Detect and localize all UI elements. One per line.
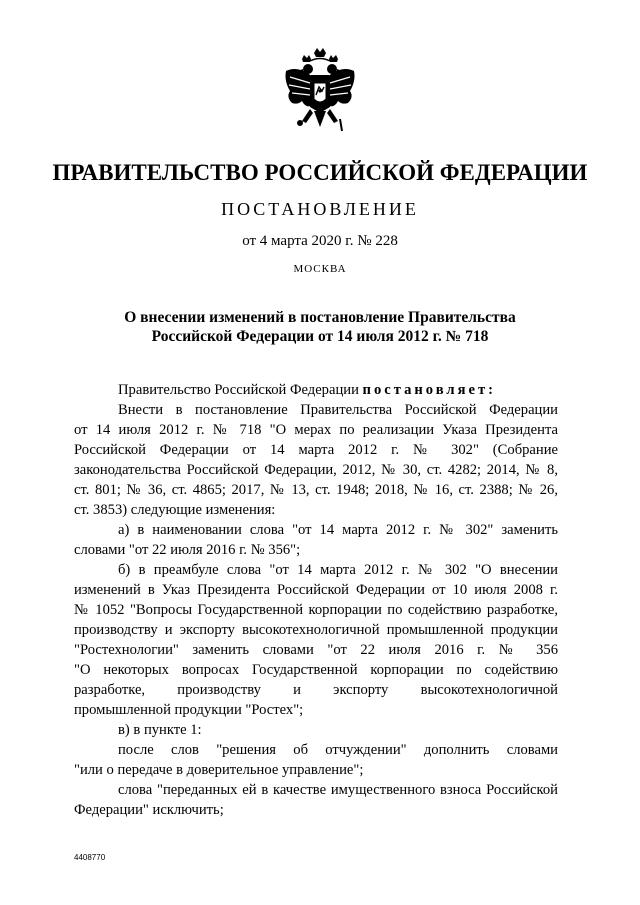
- body-line: разработке, производству и экспорту высокотехнологичной: [74, 682, 558, 698]
- body-line: производству и экспорту высокотехнологичной промышленной продукции: [74, 622, 558, 638]
- date-number-line: от 4 марта 2020 г. № 228: [242, 233, 398, 249]
- body-line: ст. 3853) следующие изменения:: [74, 502, 276, 518]
- body-line: законодательства Российской Федерации, 2012, № 30, ст. 4282; 2014, № 8,: [74, 462, 558, 478]
- body-line: "или о передаче в доверительное управление";: [74, 762, 364, 778]
- body-line: б) в преамбуле слова "от 14 марта 2012 г. № 302 "О внесении: [118, 562, 558, 578]
- title-line-2: Российской Федерации от 14 июля 2012 г. № 718: [151, 328, 489, 345]
- intro-text: Правительство Российской Федерации: [118, 382, 363, 398]
- body-line: "О некоторых вопросах Государственной корпорации по содействию: [74, 662, 558, 678]
- body-line: после слов "решения об отчуждении" дополнить словами: [118, 742, 558, 758]
- title-line-1: О внесении изменений в постановление Правительства: [124, 309, 516, 326]
- body-line: в) в пункте 1:: [118, 722, 202, 738]
- coat-of-arms-icon: [280, 47, 360, 139]
- body-line: словами "от 22 июля 2016 г. № 356";: [74, 542, 301, 558]
- body-line: а) в наименовании слова "от 14 марта 2012 г. № 302" заменить: [118, 522, 558, 538]
- intro-paragraph: [74, 380, 558, 400]
- document-id: 4408770: [74, 853, 106, 862]
- body-line: № 1052 "Вопросы Государственной корпорации по содействию разработке,: [74, 602, 558, 618]
- body-line: ст. 801; № 36, ст. 4865; 2017, № 13, ст. 1948; 2018, № 16, ст. 2388; № 26,: [74, 482, 558, 498]
- decree-body: [74, 380, 558, 820]
- government-name: ПРАВИТЕЛЬСТВО РОССИЙСКОЙ ФЕДЕРАЦИИ: [52, 160, 588, 185]
- intro-keyword: постановляет:: [362, 382, 496, 398]
- body-line: изменений в Указ Президента Российской Федерации от 10 июля 2008 г.: [74, 582, 558, 598]
- document-type: ПОСТАНОВЛЕНИЕ: [221, 199, 419, 219]
- body-line: Федерации" исключить;: [74, 802, 224, 818]
- body-line: Российской Федерации от 14 марта 2012 г. № 302" (Собрание: [74, 442, 558, 458]
- body-line: промышленной продукции "Ростех";: [74, 702, 304, 718]
- body-line: Внести в постановление Правительства Российской Федерации: [118, 402, 558, 418]
- body-line: от 14 июля 2012 г. № 718 "О мерах по реализации Указа Президента: [74, 422, 558, 438]
- decree-title: [60, 308, 580, 346]
- body-line: слова "переданных ей в качестве имущественного взноса Российской: [118, 782, 558, 798]
- body-line: "Ростехнологии" заменить словами "от 22 июля 2016 г. № 356: [74, 642, 558, 658]
- city: МОСКВА: [293, 263, 347, 275]
